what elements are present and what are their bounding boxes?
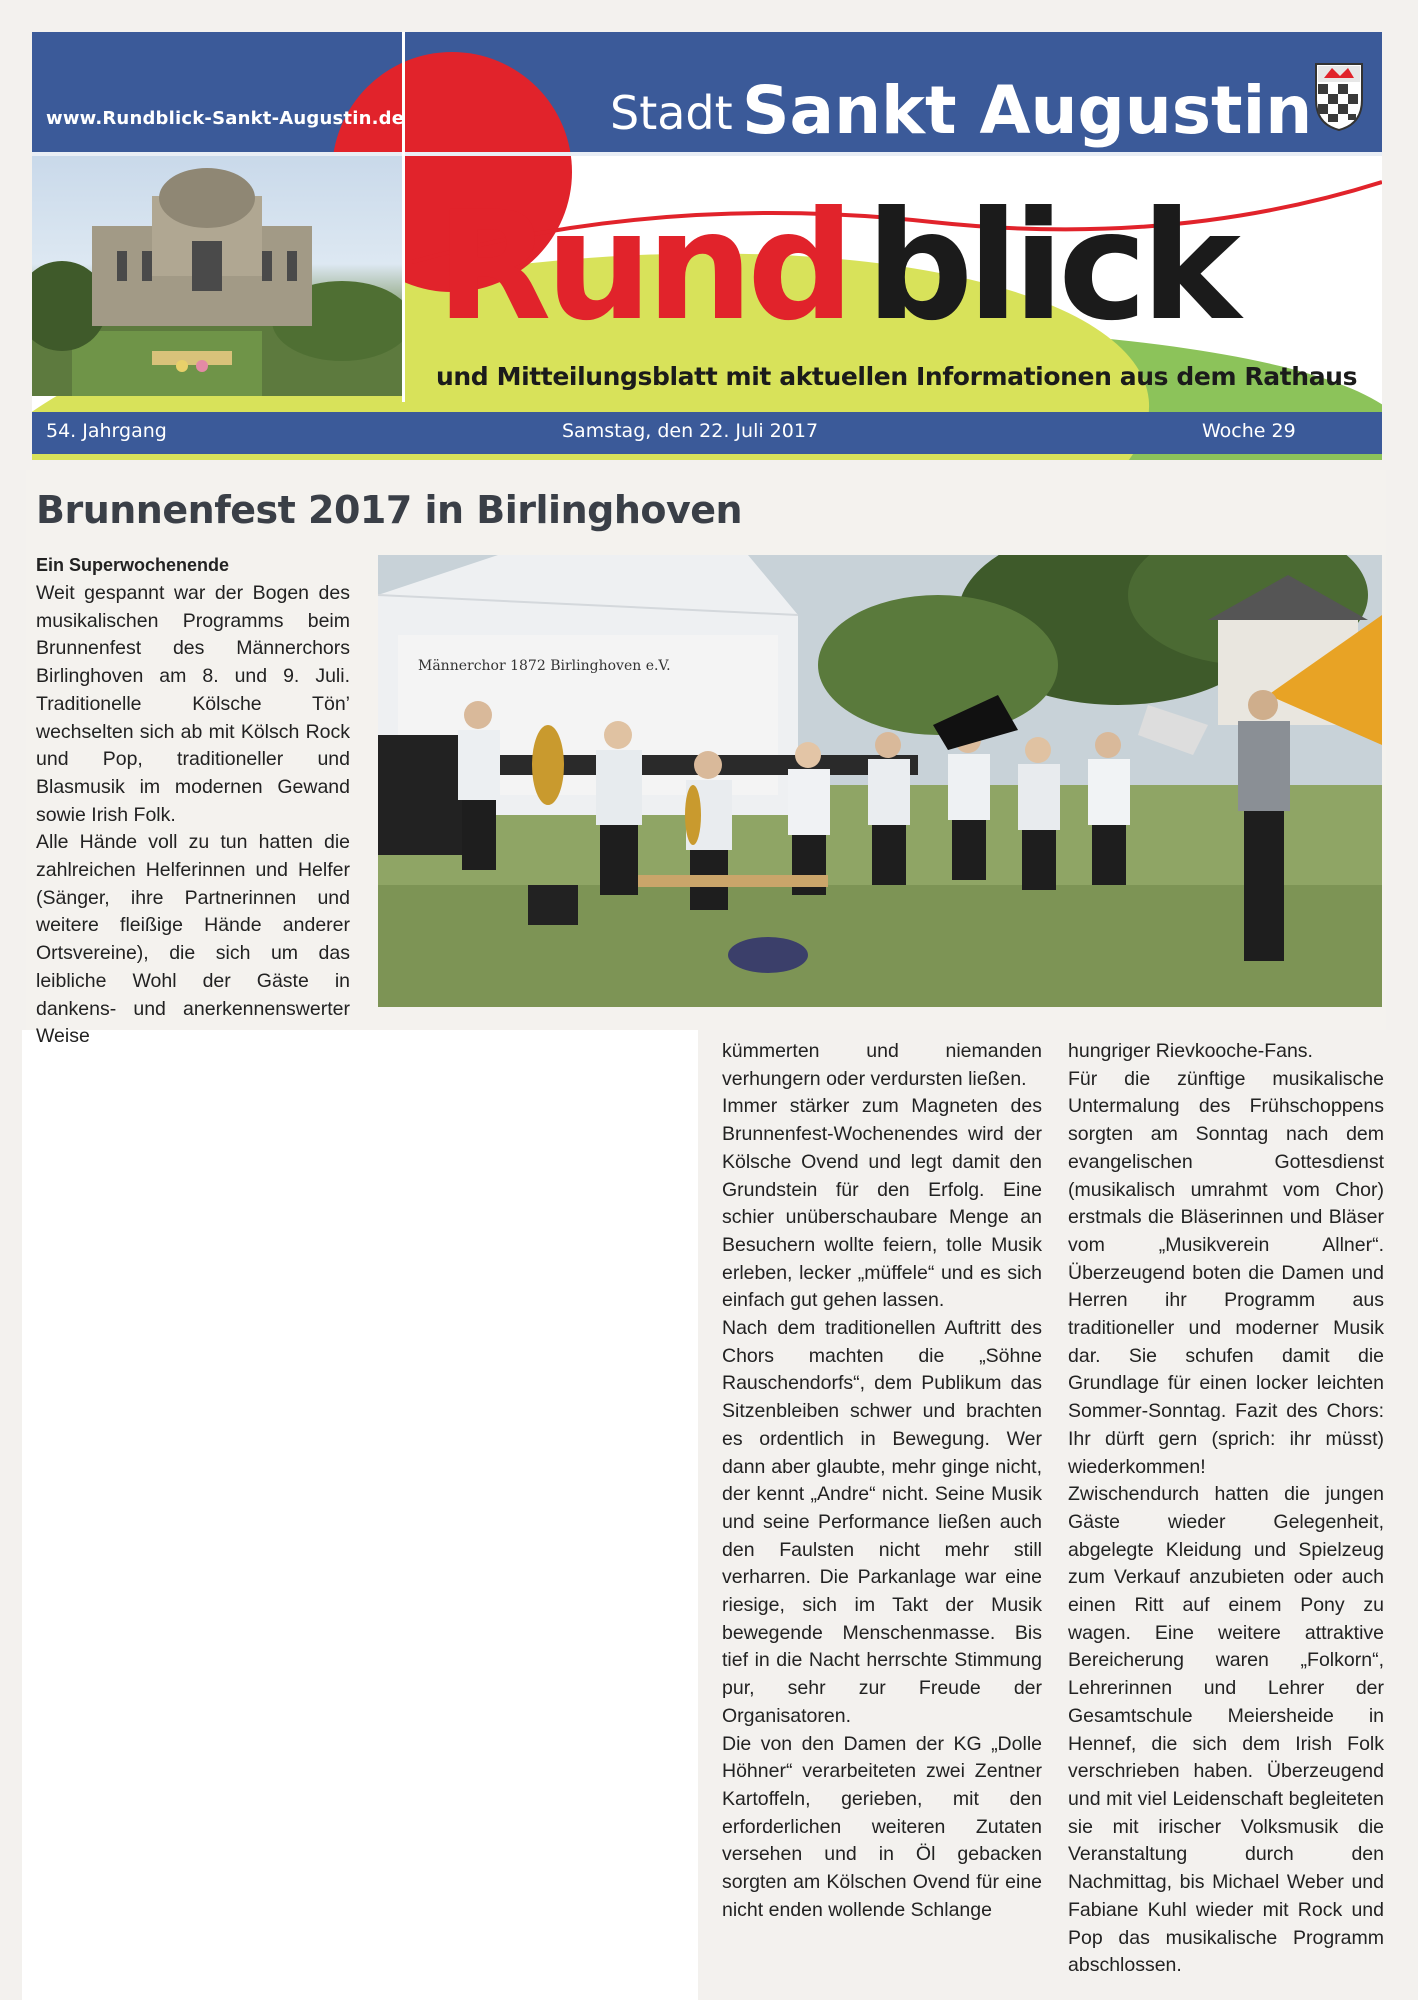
band-concert-photo [378, 555, 1382, 1007]
article-column-3 [1068, 1038, 1384, 1980]
paragraph: Nach dem traditionellen Auftritt des Chors machten die „Söhne Rauschendorfs“, dem Publikum das Sitzenbleiben schwer und brachten es ordentlich in Bewegung. Wer dann aber glaubte, mehr ginge nicht, der kennt „Andre“ nicht. Seine Musik und seine Performance ließen auch den Faulsten nicht mehr still verharren. Die Parkanlage war eine riesige, sich im Takt der Musik bewegende Menschenmasse. Bis tief in die Nacht herrschte Stimmung pur, sehr zur Freude der Organisatoren. [722, 1317, 1042, 1727]
paragraph: Alle Hände voll zu tun hatten die zahlreichen Helferinnen und Helfer (Sänger, ihre Partnerinnen und weitere fleißige Hände anderer Ortsvereine), die sich um das leibliche Wohl der Gäste in dankens- und anerkennenswerter Weise [36, 831, 350, 1048]
issue-volume: 54. Jahrgang [46, 420, 167, 442]
masthead-subtitle: und Mitteilungsblatt mit aktuellen Informationen aus dem Rathaus [436, 362, 1358, 391]
masthead-stadt-label: Stadt [610, 86, 733, 140]
paragraph: hungriger Rievkooche-Fans. [1068, 1040, 1313, 1062]
masthead-photo-divider [402, 32, 405, 402]
paragraph: Zwischendurch hatten die jungen Gäste wieder Gelegenheit, abgelegte Kleidung und Spielzeug zum Verkauf anzubieten oder auch einen Ritt auf einem Pony zu wagen. Eine weitere attraktive Bereicherung waren „Folkorn“, Lehrerinnen und Lehrer der Gesamtschule Meiersheide in Hennef, die sich dem Irish Folk verschrieben haben. Überzeugend und mit viel Leidenschaft begleiteten sie mit irischer Volksmusik die Veranstaltung durch den Nachmittag, bis Michael Weber und Fabiane Kuhl wieder mit Rock und Pop das musikalische Programm abschlossen. [1068, 1483, 1384, 1977]
article-subhead: Ein Superwochenende [36, 555, 230, 575]
building-photo [32, 156, 402, 396]
photo-banner-text: Männerchor 1872 Birlinghoven e.V. [418, 658, 671, 674]
issue-week: Woche 29 [1202, 420, 1296, 442]
article-headline: Brunnenfest 2017 in Birlinghoven [36, 488, 743, 532]
masthead-title-rund: Rund [436, 180, 849, 354]
masthead-info-band [32, 412, 1382, 454]
coat-of-arms-icon [1314, 62, 1364, 132]
paragraph: kümmerten und niemanden verhungern oder verdursten ließen. [722, 1040, 1042, 1090]
masthead-city-name: Sankt Augustin [742, 72, 1313, 149]
masthead-title-blick: blick [866, 180, 1235, 354]
paragraph: Für die zünftige musikalische Untermalung des Frühschoppens sorgten am Sonntag nach dem evangelischen Gottesdienst (musikalisch umrahmt vom Chor) erstmals die Bläserinnen und Bläser vom „Musikverein Allner“. Überzeugend boten die Damen und Herren ihr Programm aus traditioneller und moderner Musik dar. Sie schufen damit die Grundlage für einen locker leichten Sommer-Sonntag. Fazit des Chors: Ihr dürft gern (sprich: ihr müsst) wiederkommen! [1068, 1067, 1384, 1478]
website-url[interactable]: www.Rundblick-Sankt-Augustin.de [46, 108, 405, 129]
paragraph: Weit gespannt war der Bogen des musikalischen Programms beim Brunnenfest des Männerchors Birlinghoven am 8. und 9. Juli. Traditionelle Kölsche Tön’ wechselten sich ab mit Kölsch Rock und Pop, traditioneller und Blasmusik im modernen Gewand sowie Irish Folk. [36, 582, 350, 826]
paragraph: Immer stärker zum Magneten des Brunnenfest-Wochenendes wird der Kölsche Ovend und legt damit den Grundstein für den Erfolg. Eine schier unüberschaubare Menge an Besuchern wollte feiern, tolle Musik erleben, lecker „müffele“ und es sich einfach gut gehen lassen. [722, 1095, 1042, 1312]
newspaper-masthead [32, 32, 1382, 460]
article-column-2 [722, 1038, 1042, 1925]
blank-paper-area [22, 1030, 698, 2000]
issue-date: Samstag, den 22. Juli 2017 [562, 420, 819, 442]
article-column-1 [36, 580, 350, 1051]
paragraph: Die von den Damen der KG „Dolle Höhner“ verarbeiteten zwei Zentner Kartoffeln, gerieben, mit den erforderlichen weiteren Zutaten versehen und in Öl gebacken sorgten am Kölschen Ovend für eine nicht enden wollende Schlange [722, 1732, 1042, 1921]
